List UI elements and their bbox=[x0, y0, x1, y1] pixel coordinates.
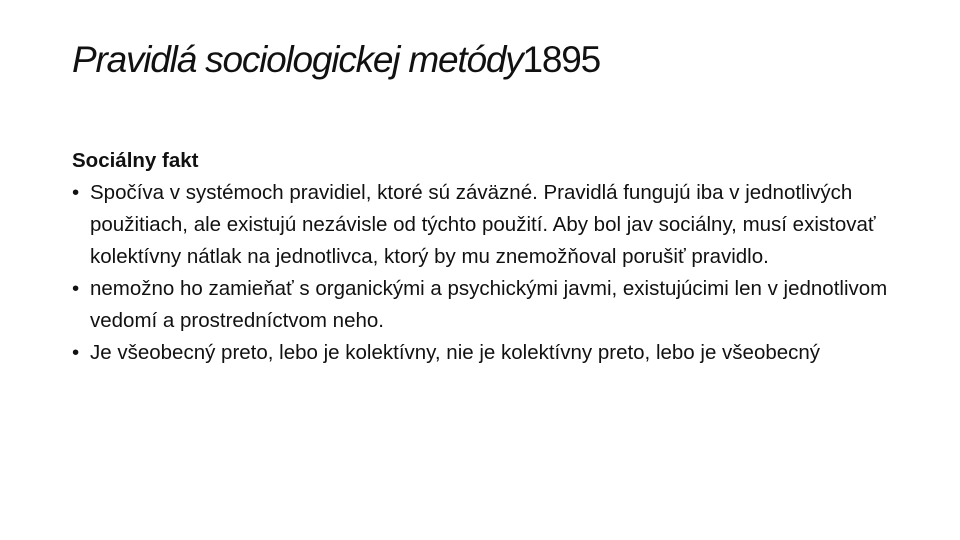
bullet-list bbox=[72, 177, 902, 369]
bullet-text-3: Je všeobecný preto, lebo je kolektívny, nie je kolektívny preto, lebo je všeobecný bbox=[90, 341, 821, 364]
bullet-dot: • bbox=[72, 341, 80, 364]
slide-title bbox=[72, 34, 892, 86]
bullet-item-1 bbox=[72, 177, 902, 273]
slide-title-year: 1895 bbox=[522, 39, 601, 80]
bullet-text-2: nemožno ho zamieňať s organickými a psychickými javmi, existujúcimi len v jednotlivom vedomí a prostredníctvom neho. bbox=[90, 277, 888, 332]
bullet-dot: • bbox=[72, 277, 80, 300]
section-heading: Sociálny fakt bbox=[72, 149, 199, 172]
bullet-item-3 bbox=[72, 337, 902, 369]
slide-title-italic: Pravidlá sociologickej metódy bbox=[72, 39, 523, 80]
bullet-text-1: Spočíva v systémoch pravidiel, ktoré sú záväzné. Pravidlá fungujú iba v jednotlivých použitiach, ale existujú nezávisle od týchto použití. Aby bol jav sociálny, musí existovať kolektívny nátlak na jednotlivca, ktorý by mu znemožňoval porušiť pravidlo. bbox=[90, 181, 876, 268]
bullet-item-2 bbox=[72, 273, 902, 337]
slide-content bbox=[72, 145, 902, 369]
bullet-dot: • bbox=[72, 181, 80, 204]
